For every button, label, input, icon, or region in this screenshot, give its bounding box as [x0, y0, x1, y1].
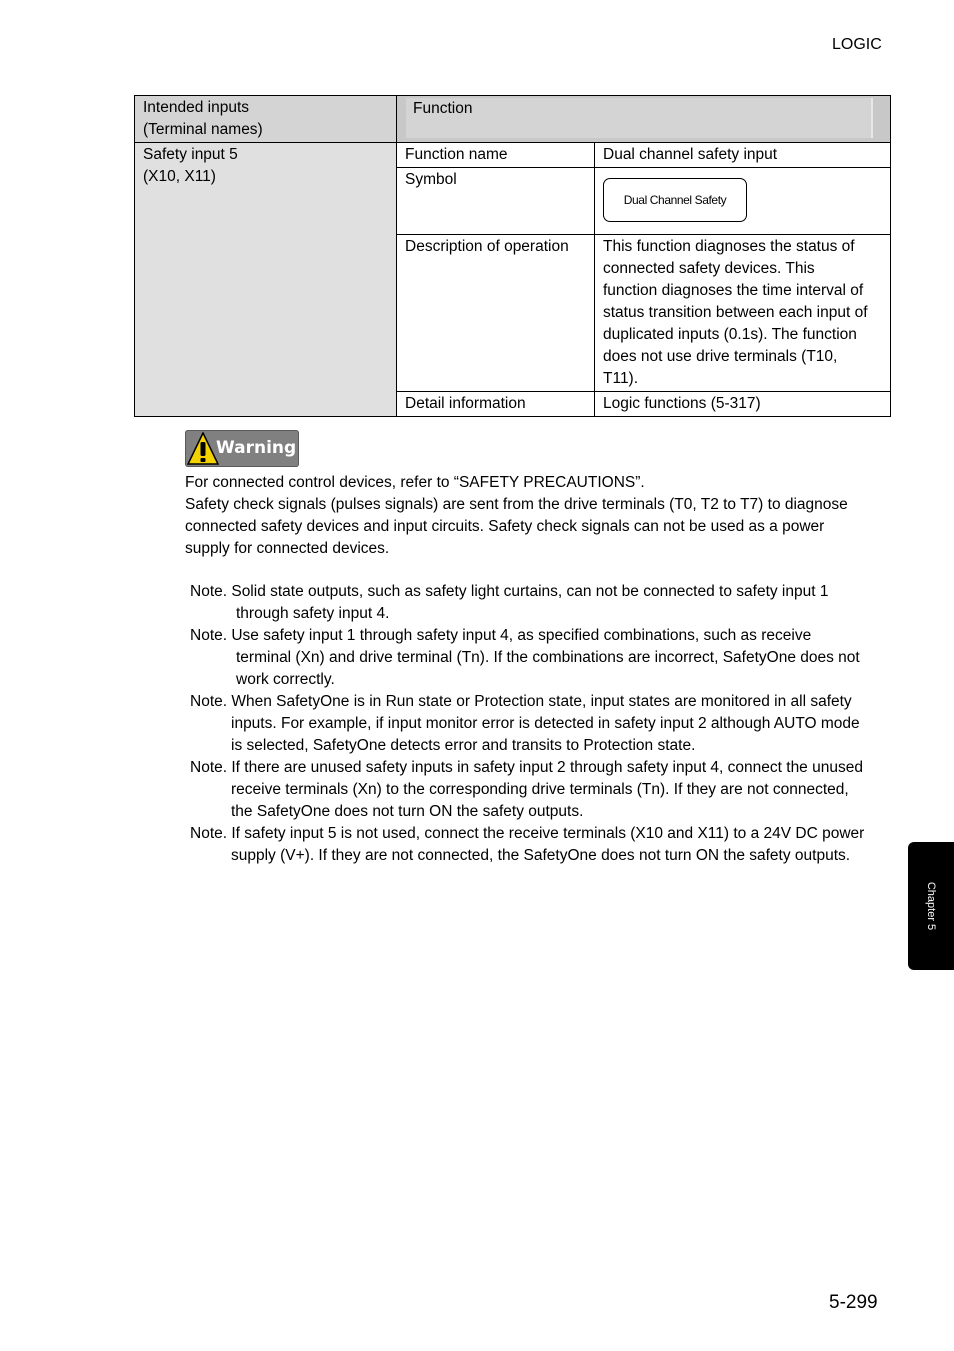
note-item: Note. When SafetyOne is in Run state or Protection state, input states are monitored in all safety inputs. For example, if input monitor error is detected in safety input 2 although AUTO mode is selected, SafetyOne detects error and transits to Protection state. [190, 693, 860, 754]
detail-info-value: Logic functions (5-317) [595, 392, 891, 417]
page-number: 5-299 [829, 1292, 878, 1313]
symbol-cell [595, 168, 891, 235]
dual-channel-safety-symbol: Dual Channel Safety [603, 178, 747, 222]
description-value: This function diagnoses the status of connected safety devices. This function diagnoses the time interval of status transition between each input of duplicated inputs (0.1s). The function does not use drive terminals (T10, T11). [595, 235, 891, 392]
detail-info-label: Detail information [397, 392, 595, 417]
warning-badge [185, 430, 299, 467]
warning-triangle-icon [187, 432, 219, 466]
warning-label: Warning [216, 438, 297, 458]
symbol-label: Symbol [397, 168, 595, 235]
note-item: Note. If safety input 5 is not used, connect the receive terminals (X10 and X11) to a 24V DC power supply (V+). If they are not connected, the SafetyOne does not turn ON the safety outputs. [190, 825, 865, 864]
warning-text: For connected control devices, refer to “SAFETY PRECAUTIONS”. Safety check signals (pulses signals) are sent from the drive terminals (T0, T2 to T7) to diagnose connected safety devices and input circuits. Safety check signals can not be used as a power supply for connected devices. [185, 474, 848, 557]
description-label: Description of operation [397, 235, 595, 392]
function-name-label: Function name [397, 143, 595, 168]
note-item: Note. If there are unused safety inputs in safety input 2 through safety input 4, connect the unused receive terminals (Xn) to the corresponding drive terminals (Tn). If they are not connected, the SafetyOne does not turn ON the safety outputs. [190, 759, 863, 820]
header-intended-inputs: Intended inputs (Terminal names) [135, 96, 397, 143]
function-name-value: Dual channel safety input [595, 143, 891, 168]
notes-list [190, 581, 890, 867]
intended-inputs-table [134, 95, 891, 417]
section-header: LOGIC [832, 36, 882, 53]
note-item: Note. Solid state outputs, such as safety light curtains, can not be connected to safety input 1 through safety input 4. [190, 583, 829, 622]
chapter-tab-label: Chapter 5 [925, 881, 937, 931]
header-function: Function [397, 96, 891, 143]
intended-input-cell: Safety input 5 (X10, X11) [135, 143, 397, 417]
chapter-tab[interactable] [908, 842, 954, 970]
note-item: Note. Use safety input 1 through safety input 4, as specified combinations, such as receive terminal (Xn) and drive terminal (Tn). If the combinations are incorrect, SafetyOne does not work correctly. [190, 627, 860, 688]
